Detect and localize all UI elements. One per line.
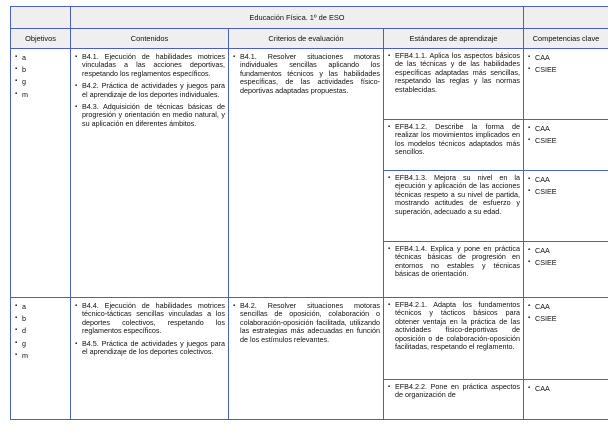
header-objetivos: Objetivos (11, 29, 71, 49)
criterio-cell (229, 49, 384, 298)
corner-cell (524, 7, 609, 29)
estandar-cell (384, 298, 524, 380)
competencia-item: ▪ CSIEE (527, 258, 605, 268)
header-contenidos: Contenidos (71, 29, 229, 49)
objetivo-item: ▪ a (14, 53, 67, 63)
competencia-item: ▪ CAA (527, 302, 605, 312)
table-title: Educación Física. 1º de ESO (71, 7, 524, 29)
estandar-item: ▪ EFB4.1.3. Mejora su nivel en la ejecución y aplicación de las acciones técnicas respeto a su nivel de partida, mostrando actitudes de esfuerzo y superación, adecuado a su edad. (387, 174, 520, 216)
curriculum-page (10, 6, 608, 439)
curriculum-table (10, 6, 608, 420)
objetivos-cell (11, 298, 71, 420)
competencia-item: ▪ CSIEE (527, 136, 605, 146)
objetivo-item: ▪ d (14, 326, 67, 336)
objetivo-item: ▪ g (14, 77, 67, 87)
estandar-item: ▪ EFB4.2.2. Pone en práctica aspectos de organización de (387, 383, 520, 400)
objetivo-item: ▪ m (14, 90, 67, 100)
estandar-item: ▪ EFB4.2.1. Adapta los fundamentos técnicos y tácticos básicos para obtener ventaja en la práctica de las actividades físico-deportivas de oposición o de colaboración-oposición facilitadas, respetando el reglamento. (387, 301, 520, 351)
contenido-item: ▪ B4.1. Ejecución de habilidades motrices vinculadas a las acciones deportivas, respetando los reglamentos específicos. (74, 53, 225, 78)
competencia-item: ▪ CAA (527, 53, 605, 63)
contenidos-cell (71, 49, 229, 298)
criterio-item: ▪ B4.1. Resolver situaciones motoras individuales sencillas aplicando los fundamentos técnicos y las habilidades específicas, de las actividades físico-deportivas adaptadas propuestas. (232, 53, 380, 95)
contenido-item: ▪ B4.2. Práctica de actividades y juegos para el aprendizaje de los deportes individuales. (74, 82, 225, 99)
competencias-cell (524, 380, 609, 420)
contenido-item: ▪ B4.3. Adquisición de técnicas básicas de progresión y orientación en medio natural, y su aplicación en diferentes ámbitos. (74, 103, 225, 128)
objetivo-item: ▪ g (14, 339, 67, 349)
objetivo-item: ▪ a (14, 302, 67, 312)
competencias-cell (524, 242, 609, 298)
table-row (11, 298, 609, 380)
competencias-cell (524, 171, 609, 242)
competencia-item: ▪ CAA (527, 175, 605, 185)
estandar-item: ▪ EFB4.1.4. Explica y pone en práctica técnicas básicas de progresión en entornos no estables y técnicas básicas de orientación. (387, 245, 520, 279)
estandar-item: ▪ EFB4.1.1. Aplica los aspectos básicos de las técnicas y de las habilidades específicas adaptadas más sencillas, respetando las reglas y las normas establecidas. (387, 52, 520, 94)
competencias-cell (524, 298, 609, 380)
criterio-item: ▪ B4.2. Resolver situaciones motoras sencillas de oposición, colaboración o colaboración-oposición facilitada, utilizando las estrategias más adecuadas en función de los estímulos relevantes. (232, 302, 380, 344)
criterio-cell (229, 298, 384, 420)
competencia-item: ▪ CSIEE (527, 314, 605, 324)
estandar-item: ▪ EFB4.1.2. Describe la forma de realizar los movimientos implicados en los modelos técnicos adaptados más sencillos. (387, 123, 520, 157)
objetivos-cell (11, 49, 71, 298)
competencia-item: ▪ CAA (527, 246, 605, 256)
competencia-item: ▪ CSIEE (527, 65, 605, 75)
competencia-item: ▪ CSIEE (527, 187, 605, 197)
header-estandares: Estándares de aprendizaje (384, 29, 524, 49)
estandar-cell (384, 380, 524, 420)
header-criterios: Criterios de evaluación (229, 29, 384, 49)
competencias-cell (524, 120, 609, 171)
competencia-item: ▪ CAA (527, 384, 605, 394)
contenidos-cell (71, 298, 229, 420)
objetivo-item: ▪ b (14, 314, 67, 324)
contenido-item: ▪ B4.4. Ejecución de habilidades motrices técnico-tácticas sencillas vinculadas a los deportes colectivos, respetando los reglamentos específicos. (74, 302, 225, 336)
header-competencias: Competencias clave (524, 29, 609, 49)
estandar-cell (384, 242, 524, 298)
corner-cell (11, 7, 71, 29)
table-row (11, 49, 609, 120)
competencias-cell (524, 49, 609, 120)
objetivo-item: ▪ m (14, 351, 67, 361)
estandar-cell (384, 120, 524, 171)
contenido-item: ▪ B4.5. Práctica de actividades y juegos para el aprendizaje de los deportes colectivos. (74, 340, 225, 357)
competencia-item: ▪ CAA (527, 124, 605, 134)
estandar-cell (384, 49, 524, 120)
estandar-cell (384, 171, 524, 242)
objetivo-item: ▪ b (14, 65, 67, 75)
